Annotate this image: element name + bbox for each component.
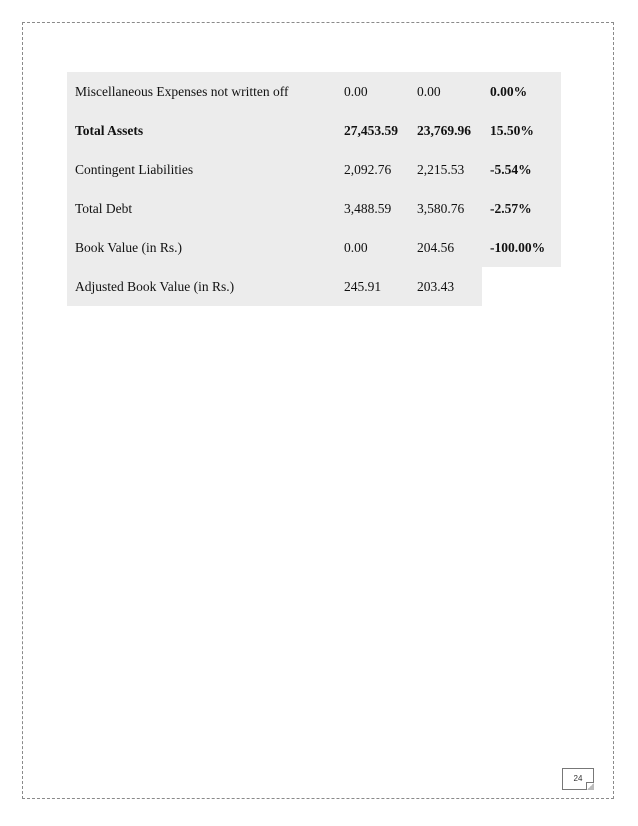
change-cell: 15.50% <box>482 111 561 150</box>
page-number <box>562 768 594 790</box>
row-label: Miscellaneous Expenses not written off <box>67 72 336 111</box>
row-label: Contingent Liabilities <box>67 150 336 189</box>
row-label: Adjusted Book Value (in Rs.) <box>67 267 336 306</box>
table-row <box>67 189 561 228</box>
page-number-label: 24 <box>573 774 583 783</box>
row-label: Total Debt <box>67 189 336 228</box>
value-cell-1: 245.91 <box>336 267 409 306</box>
table-row <box>67 228 561 267</box>
change-cell: -2.57% <box>482 189 561 228</box>
value-cell-1: 0.00 <box>336 72 409 111</box>
value-cell-1: 3,488.59 <box>336 189 409 228</box>
change-cell: 0.00% <box>482 72 561 111</box>
change-cell: -5.54% <box>482 150 561 189</box>
value-cell-2: 0.00 <box>409 72 482 111</box>
value-cell-2: 23,769.96 <box>409 111 482 150</box>
value-cell-2: 203.43 <box>409 267 482 306</box>
value-cell-2: 204.56 <box>409 228 482 267</box>
value-cell-2: 2,215.53 <box>409 150 482 189</box>
value-cell-1: 0.00 <box>336 228 409 267</box>
financial-table <box>67 72 561 306</box>
value-cell-1: 27,453.59 <box>336 111 409 150</box>
row-label: Book Value (in Rs.) <box>67 228 336 267</box>
table-row <box>67 150 561 189</box>
table-row <box>67 72 561 111</box>
change-cell: -100.00% <box>482 228 561 267</box>
table-row <box>67 111 561 150</box>
value-cell-1: 2,092.76 <box>336 150 409 189</box>
value-cell-2: 3,580.76 <box>409 189 482 228</box>
table-row <box>67 267 561 306</box>
page-fold-corner <box>586 782 594 790</box>
row-label: Total Assets <box>67 111 336 150</box>
change-cell <box>482 267 561 306</box>
